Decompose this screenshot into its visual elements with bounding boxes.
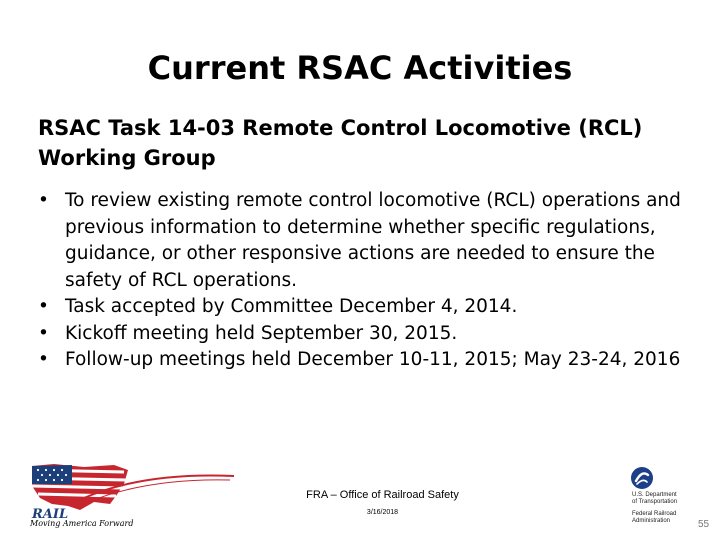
bullet-marker: • xyxy=(38,349,49,370)
fra-line-2: Administration xyxy=(632,518,671,524)
dot-line-1: U.S. Department xyxy=(632,492,677,498)
section-heading-line-2: Working Group xyxy=(38,146,216,170)
rail-logo-text: RAIL xyxy=(32,507,69,522)
bullet-item xyxy=(38,294,698,321)
slide-title: Current RSAC Activities xyxy=(147,49,573,87)
dot-seal-icon xyxy=(630,466,654,490)
section-heading-line-1: RSAC Task 14-03 Remote Control Locomotive (RCL) xyxy=(38,116,643,140)
bullet-text: Follow-up meetings held December 10-11, 2015; May 23-24, 2016 xyxy=(65,349,681,370)
fra-line-1: Federal Railroad xyxy=(632,511,677,517)
bullet-item xyxy=(38,347,698,374)
fra-agency-name xyxy=(632,511,702,525)
bullet-text: Task accepted by Committee December 4, 2014. xyxy=(65,296,518,317)
tagline: Moving America Forward xyxy=(30,519,134,528)
bullet-item xyxy=(38,321,698,348)
bullet-text: To review existing remote control locomotive (RCL) operations and previous information to determine whether specific regulations, guidance, or other responsive actions are needed to ensure the safety of RCL operations. xyxy=(65,190,681,291)
bullet-marker: • xyxy=(38,190,49,211)
slide-number: 55 xyxy=(698,519,710,530)
bullet-marker: • xyxy=(38,322,49,344)
section-heading xyxy=(38,113,698,173)
dot-agency-name xyxy=(632,492,702,506)
bullet-marker: • xyxy=(38,296,49,317)
footer-date: 3/16/2018 xyxy=(366,509,399,516)
footer-office-name: FRA – Office of Railroad Safety xyxy=(306,489,459,501)
bullet-item xyxy=(38,188,698,294)
dot-seal-logo xyxy=(630,466,654,490)
bullet-list xyxy=(38,188,698,374)
bullet-text: Kickoff meeting held September 30, 2015. xyxy=(65,322,458,344)
dot-line-2: of Transportation xyxy=(632,499,678,505)
